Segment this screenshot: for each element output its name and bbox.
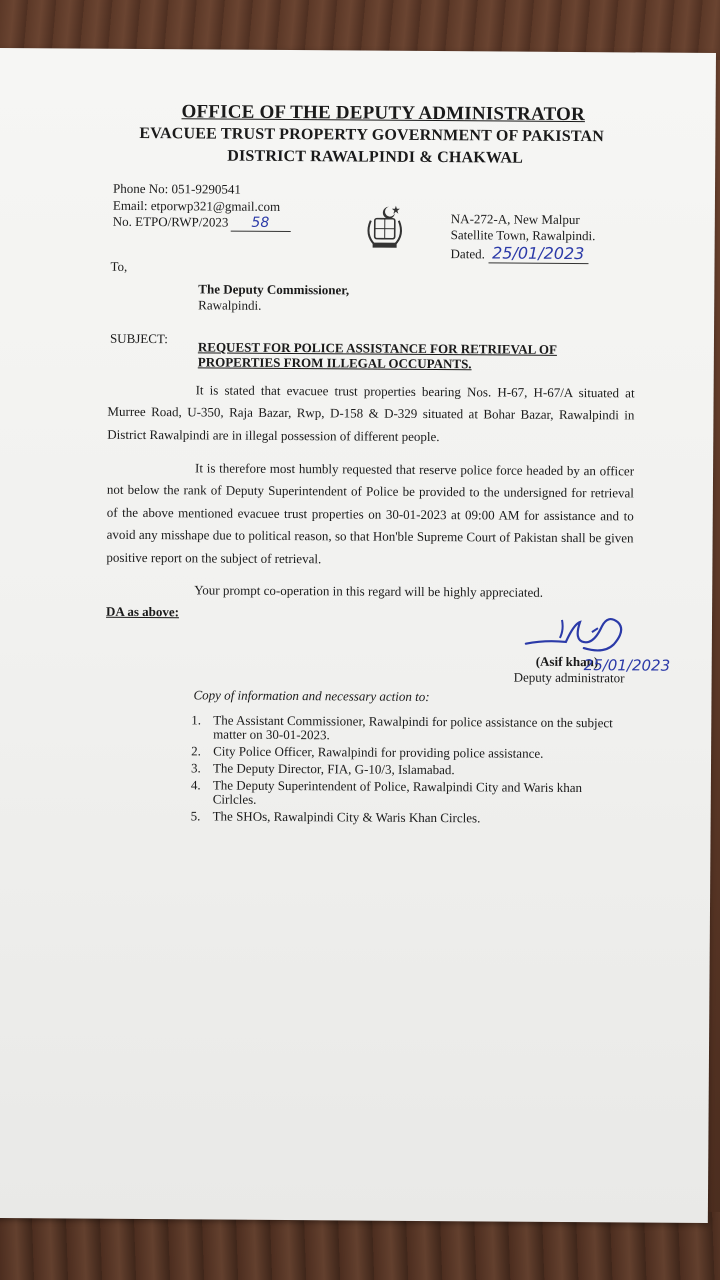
body-paragraph-1: It is stated that evacuee trust properties bearing Nos. H-67, H-67/A situated at Murree Road, U-350, Raja Bazar, Rwp, D-158 & D-329 situated at Bohar Bazar, Rawalpindi in District Rawalpindi are in illegal possession of different people. [107, 382, 635, 444]
office-heading: OFFICE OF THE DEPUTY ADMINISTRATOR [181, 101, 586, 126]
da-label: DA as above: [106, 603, 180, 620]
reference-handwritten: 58 [251, 214, 270, 231]
address-line-2: Satellite Town, Rawalpindi. [450, 227, 596, 244]
dated-label: Dated. [450, 246, 485, 262]
list-item: 1. The Assistant Commissioner, Rawalpindi for police assistance on the subject matter on 30-01-2023. [191, 712, 613, 743]
reference-label: No. ETPO/RWP/2023 [112, 213, 229, 230]
district-heading: DISTRICT RAWALPINDI & CHAKWAL [227, 147, 524, 167]
body-paragraph-3: Your prompt co-operation in this regard will be highly appreciated. [194, 582, 544, 600]
recipient-city: Rawalpindi. [198, 297, 262, 313]
organization-heading: EVACUEE TRUST PROPERTY GOVERNMENT OF PAKISTAN [139, 124, 605, 146]
email-address: Email: etporwp321@gmail.com [112, 197, 281, 214]
recipient-name: The Deputy Commissioner, [198, 281, 350, 298]
signatory-name: (Asif khan) [535, 653, 599, 670]
signatory-title: Deputy administrator [513, 669, 625, 686]
subject-line-1: REQUEST FOR POLICE ASSISTANCE FOR RETRIEVAL OF [197, 339, 558, 357]
address-line-1: NA-272-A, New Malpur [450, 211, 580, 228]
subject-line-2: PROPERTIES FROM ILLEGAL OCCUPANTS. [197, 354, 472, 372]
list-item: 3. The Deputy Director, FIA, G-10/3, Islamabad. [190, 760, 455, 778]
dated-line [451, 243, 589, 263]
signature-date-handwritten: 25/01/2023 [583, 656, 671, 675]
copy-heading: Copy of information and necessary action to: [193, 687, 430, 705]
to-label: To, [110, 258, 128, 274]
list-item: 2. City Police Officer, Rawalpindi for providing police assistance. [191, 743, 544, 761]
letter-page [0, 48, 716, 1223]
copy-list [191, 713, 622, 829]
reference-number [113, 214, 291, 232]
pakistan-state-emblem-icon [359, 203, 411, 255]
list-item: 5. The SHOs, Rawalpindi City & Waris Khan Circles. [190, 808, 481, 826]
list-item: 4. The Deputy Superintendent of Police, Rawalpindi City and Waris khan Cirlcles. [190, 777, 583, 807]
subject-label: SUBJECT: [109, 330, 168, 347]
dated-handwritten: 25/01/2023 [488, 243, 588, 264]
body-paragraph-2: It is therefore most humbly requested that reserve police force headed by an officer not below the rank of Deputy Superintendent of Police be provided to the undersigned for retrieval of the above mentioned evacuee trust properties on 30-01-2023 at 09:00 AM for assistance and to avoid any misshape due to political reason, so that Hon'ble Supreme Court of Pakistan shall be given positive report on the subject of retrieval. [106, 460, 635, 566]
phone-number: Phone No: 051-9290541 [112, 180, 241, 197]
